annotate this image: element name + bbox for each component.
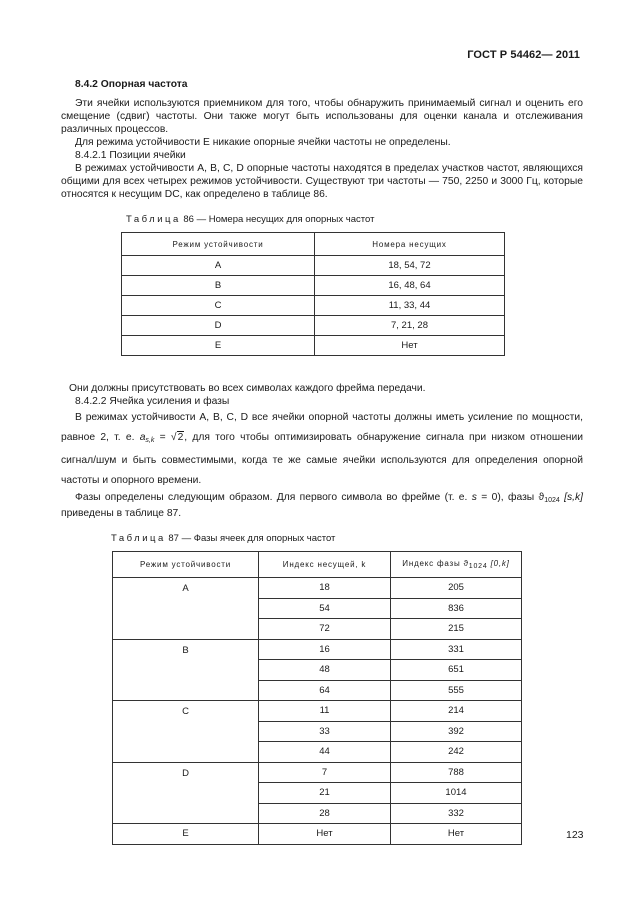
gain-variable: a bbox=[139, 432, 146, 443]
paragraph-gain-text-b: , для того чтобы оптимизировать обнаружение сигнала при низком отношении сигнал/шум и быть совместимыми, когда те же самые ячейки используются для определения опорной частоты и опорного времени. bbox=[61, 432, 583, 486]
table87-cell-carrier: 64 bbox=[259, 680, 391, 701]
table87-cell-carrier: 72 bbox=[259, 619, 391, 640]
table87-header-mode: Режим устойчивости bbox=[113, 552, 259, 578]
table87-header-row bbox=[113, 552, 522, 578]
table86-cell-carriers: Нет bbox=[315, 336, 505, 356]
table87-cell-phase: 332 bbox=[391, 803, 522, 824]
table87-cell-mode: В bbox=[113, 639, 259, 701]
table87-cell-carrier: 33 bbox=[259, 721, 391, 742]
table86-cell-carriers: 16, 48, 64 bbox=[315, 276, 505, 296]
table-row bbox=[122, 316, 505, 336]
table87-cell-carrier: 44 bbox=[259, 742, 391, 763]
paragraph-phases bbox=[61, 491, 583, 520]
table87-cell-carrier: 21 bbox=[259, 783, 391, 804]
table87-cell-phase: 651 bbox=[391, 660, 522, 681]
table-row bbox=[122, 336, 505, 356]
table-row bbox=[113, 762, 522, 783]
table87-cell-phase: 788 bbox=[391, 762, 522, 783]
table87-header-theta: ϑ bbox=[463, 558, 469, 568]
table87-cell-phase: 836 bbox=[391, 598, 522, 619]
table-row bbox=[122, 276, 505, 296]
table86-header-mode: Режим устойчивости bbox=[122, 233, 315, 256]
gain-subscript: s,k bbox=[145, 437, 155, 444]
paragraph-gain-text-a: В режимах устойчивости А, В, С, D все ячейки опорной частоты должны иметь усиление по мощности, равное 2, т. е. bbox=[61, 412, 583, 443]
table87-cell-phase: 205 bbox=[391, 578, 522, 599]
table86-cell-mode: Е bbox=[122, 336, 315, 356]
subsection-title-gain-phase: 8.4.2.2 Ячейка усиления и фазы bbox=[75, 396, 230, 407]
table87-header-theta-sub: 1024 bbox=[468, 562, 488, 570]
table87-cell-carrier: 28 bbox=[259, 803, 391, 824]
table-86 bbox=[121, 232, 505, 356]
table-row bbox=[113, 578, 522, 599]
document-id-header: ГОСТ Р 54462— 2011 bbox=[467, 49, 580, 61]
table87-cell-mode: С bbox=[113, 701, 259, 763]
table87-header-phase-label: Индекс фазы bbox=[402, 558, 464, 568]
table87-cell-mode: D bbox=[113, 762, 259, 824]
table87-cell-phase: 215 bbox=[391, 619, 522, 640]
section-title: 8.4.2 Опорная частота bbox=[75, 79, 188, 90]
phases-equals: = 0), фазы bbox=[476, 492, 539, 503]
table87-caption-text: 87 — Фазы ячеек для опорных частот bbox=[165, 533, 336, 544]
table86-cell-carriers: 7, 21, 28 bbox=[315, 316, 505, 336]
table87-cell-carrier: 18 bbox=[259, 578, 391, 599]
table-row bbox=[113, 824, 522, 845]
table87-cell-mode: Е bbox=[113, 824, 259, 845]
table-row bbox=[122, 296, 505, 316]
paragraph-gain bbox=[61, 408, 583, 491]
paragraph-phases-text-a: Фазы определены следующим образом. Для первого символа во фрейме (т. е. bbox=[75, 492, 472, 503]
table86-caption bbox=[126, 213, 583, 226]
table86-cell-mode: С bbox=[122, 296, 315, 316]
paragraph-phases-text-b: приведены в таблице 87. bbox=[61, 508, 182, 519]
paragraph-frequencies: В режимах устойчивости А, В, С, D опорные частоты находятся в пределах участков частот, являющихся общими для всех четырех режимов устойчивости. Существуют три частоты — 750, 2250 и 3000 Гц, которые относятся к несущим DC, как определено в таблице 86. bbox=[61, 163, 583, 200]
sqrt-value: 2 bbox=[177, 432, 184, 443]
table87-cell-phase: 242 bbox=[391, 742, 522, 763]
paragraph-presence: Они должны присутствовать во всех символах каждого фрейма передачи. bbox=[69, 383, 426, 394]
theta-symbol: ϑ bbox=[538, 492, 545, 503]
table-row bbox=[122, 256, 505, 276]
table-87 bbox=[112, 551, 522, 845]
table87-caption bbox=[111, 532, 583, 545]
table87-cell-phase: 1014 bbox=[391, 783, 522, 804]
table87-cell-carrier: 48 bbox=[259, 660, 391, 681]
table87-cell-mode: А bbox=[113, 578, 259, 640]
table86-cell-carriers: 18, 54, 72 bbox=[315, 256, 505, 276]
table86-cell-carriers: 11, 33, 44 bbox=[315, 296, 505, 316]
table87-cell-phase: Нет bbox=[391, 824, 522, 845]
table87-cell-phase: 555 bbox=[391, 680, 522, 701]
phase-index: [s,k] bbox=[559, 492, 583, 503]
table87-cell-phase: 331 bbox=[391, 639, 522, 660]
table87-cell-phase: 392 bbox=[391, 721, 522, 742]
symbol-s-variable: s bbox=[471, 492, 477, 503]
table87-cell-carrier: 16 bbox=[259, 639, 391, 660]
gain-equals: = bbox=[154, 432, 171, 443]
table86-caption-label: Таблица bbox=[126, 214, 181, 225]
table87-cell-carrier: 54 bbox=[259, 598, 391, 619]
paragraph-mode-e: Для режима устойчивости Е никакие опорные ячейки частоты не определены. bbox=[75, 137, 451, 148]
paragraph-purpose: Эти ячейки используются приемником для того, чтобы обнаружить принимаемый сигнал и оценить его смещение (сдвиг) частоты. Они также могут быть использованы для оценки канала и отслеживания различных процессов. bbox=[61, 98, 583, 135]
table87-cell-carrier: 11 bbox=[259, 701, 391, 722]
table86-cell-mode: А bbox=[122, 256, 315, 276]
table86-cell-mode: D bbox=[122, 316, 315, 336]
table86-header-carriers: Номера несущих bbox=[315, 233, 505, 256]
table87-cell-phase: 214 bbox=[391, 701, 522, 722]
table87-caption-label: Таблица bbox=[111, 533, 166, 544]
table-row bbox=[113, 639, 522, 660]
page-content bbox=[61, 78, 583, 845]
table87-header-carrier-index: Индекс несущей, k bbox=[259, 552, 391, 578]
table-row bbox=[113, 701, 522, 722]
theta-subscript: 1024 bbox=[544, 497, 560, 504]
sqrt-symbol: √2 bbox=[170, 432, 184, 443]
table86-caption-text: 86 — Номера несущих для опорных частот bbox=[180, 214, 375, 225]
table86-header-row bbox=[122, 233, 505, 256]
table86-cell-mode: В bbox=[122, 276, 315, 296]
subsection-title-cell-positions: 8.4.2.1 Позиции ячейки bbox=[75, 150, 186, 161]
table87-cell-carrier: 7 bbox=[259, 762, 391, 783]
table87-header-index: [0,k] bbox=[487, 558, 510, 568]
table87-header-phase-index bbox=[391, 552, 522, 578]
table87-cell-carrier: Нет bbox=[259, 824, 391, 845]
page-number: 123 bbox=[566, 829, 584, 841]
